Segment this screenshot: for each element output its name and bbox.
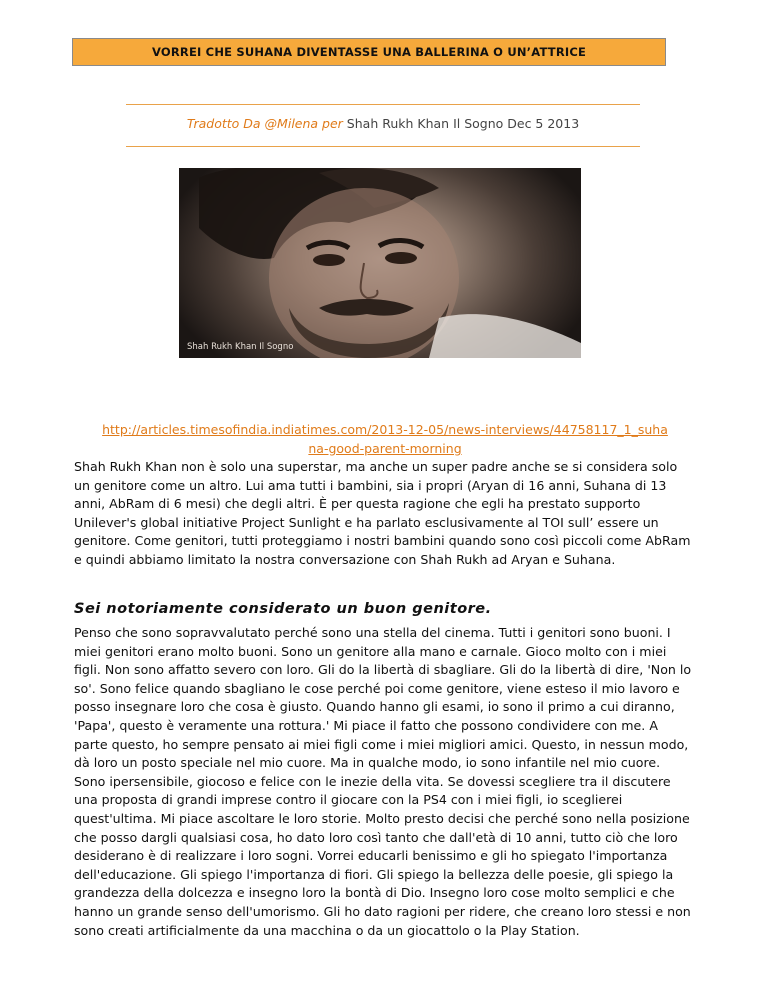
translation-credit xyxy=(126,116,640,131)
photo-watermark: Shah Rukh Khan Il Sogno xyxy=(187,342,294,352)
portrait-photo xyxy=(179,168,581,358)
section-heading: Sei notoriamente considerato un buon genitore. xyxy=(74,601,492,617)
top-divider xyxy=(126,104,640,105)
source-credit: Shah Rukh Khan Il Sogno Dec 5 2013 xyxy=(346,116,580,131)
section-body: Penso che sono sopravvalutato perché sono una stella del cinema. Tutti i genitori sono buoni. I miei genitori erano molto buoni. Sono un genitore alla mano e carnale. Gioco molto con i miei figli. Non sono affatto severo con loro. Gli do la libertà di sbagliare. Gli do la libertà di dire, 'Non lo so'. Sono felice quando sbagliano le cose perché poi come genitore, viene esteso il mio lavoro e posso insegnare loro che cosa è giusto. Quando hanno gli esami, io sono il primo a cui diranno, 'Papa', questo è veramente una rottura.' Mi piace il fatto che possono condividere con me. A parte questo, ho sempre pensato ai miei figli come i miei migliori amici. Questo, in nessun modo, dà loro un posto speciale nel mio cuore. Ma in qualche modo, io sono infantile nel mio cuore. Sono ipersensibile, giocoso e felice con le inezie della vita. Se dovessi scegliere tra il discutere una proposta di grandi imprese contro il giocare con la PS4 con i miei figli, io sceglierei quest'ultima. Mi piace ascoltare le loro storie. Molto presto decisi che perché sono nella posizione che posso dargli qualsiasi cosa, ho dato loro così tanto che dall'età di 10 anni, tutto ciò che loro desiderano è di realizzare i loro sogni. Vorrei educarli benissimo e gli ho spiegato l'importanza dell'educazione. Gli spiego l'importanza di fiori. Gli spiego la bellezza delle poesie, gli spiego la grandezza della dolcezza e insegno loro la bontà di Dio. Insegno loro cose molto semplici e che hanno un grande senso dell'umorismo. Gli ho dato ragioni per ridere, che creano loro stessi e non sono creati artificialmente da una macchina o da un giocattolo o la Play Station. xyxy=(74,625,692,938)
translator-credit: Tradotto Da @Milena per xyxy=(186,116,343,131)
source-link[interactable]: http://articles.timesofindia.indiatimes.com/2013-12-05/news-interviews/44758117_1_suhana-good-parent-morning xyxy=(102,422,668,456)
document-title: VORREI CHE SUHANA DIVENTASSE UNA BALLERINA O UN’ATTRICE xyxy=(151,45,587,59)
intro-paragraph: Shah Rukh Khan non è solo una superstar, ma anche un super padre anche se si considera solo un genitore come un altro. Lui ama tutti i bambini, sia i propri (Aryan di 16 anni, Suhana di 13 anni, AbRam di 6 mesi) che degli altri. È per questa ragione che egli ha prestato supporto Unilever's global initiative Project Sunlight e ha parlato esclusivamente al TOI sull’ essere un genitore. Come genitori, tutti proteggiamo i nostri bambini quando sono così piccoli come AbRam e quindi abbiamo limitato la nostra conversazione con Shah Rukh ad Aryan e Suhana. xyxy=(74,459,691,567)
portrait-illustration xyxy=(179,168,581,358)
document-title-box xyxy=(72,38,666,66)
bottom-divider xyxy=(126,146,640,147)
